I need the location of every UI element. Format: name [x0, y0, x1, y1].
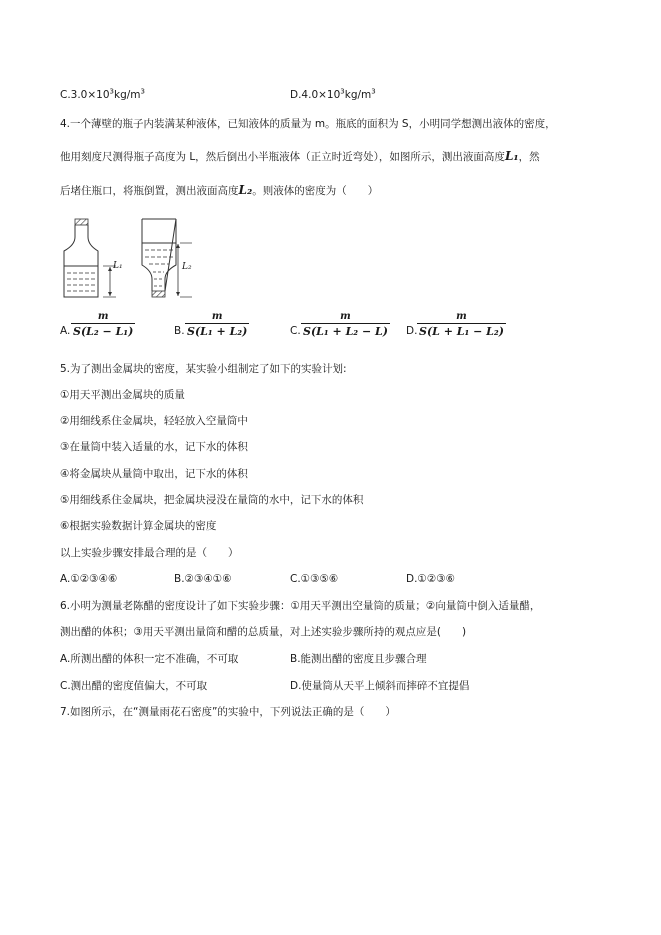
q4-line-3-text: 后堵住瓶口，将瓶倒置，测出液面高度	[60, 185, 239, 197]
q4-line-3	[60, 183, 378, 198]
q4-symbol-l1: L₁	[504, 149, 519, 163]
q4-line-2	[60, 149, 540, 164]
q6-option-b: B.能测出醋的密度且步骤合理	[290, 653, 427, 665]
q4-option-d-letter: D.	[406, 325, 418, 337]
q6-option-a: A.所测出醋的体积一定不准确，不可取	[60, 653, 239, 665]
q4-line-2-end: ，然	[518, 151, 540, 163]
q4-option-c-denominator: S(L₁ + L₂ − L)	[303, 325, 388, 338]
bottle-upright-figure	[56, 215, 126, 301]
q4-option-a-fraction	[71, 311, 135, 338]
q4-option-a-numerator: m	[97, 311, 109, 322]
q4-option-d-fraction	[417, 311, 506, 338]
q4-symbol-l2: L₂	[238, 183, 253, 197]
bottle-inverted-figure	[136, 215, 206, 301]
prev-option-c	[60, 88, 145, 102]
q4-option-b-letter: B.	[174, 325, 185, 337]
prev-option-c-unit: kg/m	[114, 89, 141, 101]
q4-line-2-text: 他用刻度尺测得瓶子高度为 L，然后倒出小半瓶液体（正立时近弯处），如图所示，测出液面高度	[60, 151, 505, 163]
q5-question: 以上实验步骤安排最合理的是（ ）	[60, 547, 239, 559]
q5-stem: 5.为了测出金属块的密度，某实验小组制定了如下的实验计划:	[60, 363, 347, 375]
fraction-bar	[301, 323, 390, 324]
q7-stem: 7.如图所示，在“测量雨花石密度”的实验中，下列说法正确的是（ ）	[60, 706, 396, 718]
fraction-bar	[417, 323, 506, 324]
q4-line-1: 4.一个薄壁的瓶子内装满某种液体，已知液体的质量为 m。瓶底的面积为 S，小明同学想测出液体的密度，	[60, 118, 556, 130]
fraction-bar	[71, 323, 135, 324]
q4-option-c-letter: C.	[290, 325, 301, 337]
q4-option-a-letter: A.	[60, 325, 71, 337]
q5-step: ③在量筒中装入适量的水，记下水的体积	[60, 441, 248, 453]
q6-line-1: 6.小明为测量老陈醋的密度设计了如下实验步骤：①用天平测出空量筒的质量；②向量筒中倒入适量醋，	[60, 600, 541, 612]
q5-step: ②用细线系住金属块，轻轻放入空量筒中	[60, 415, 248, 427]
q5-step: ①用天平测出金属块的质量	[60, 389, 185, 401]
prev-option-c-text: C.3.0×10	[60, 89, 110, 101]
q5-option-a: A.①②③④⑥	[60, 573, 118, 585]
q5-step: ⑥根据实验数据计算金属块的密度	[60, 520, 217, 532]
q4-option-a-denominator: S(L₂ − L₁)	[73, 325, 134, 338]
q5-option-c: C.①③⑤⑥	[290, 573, 339, 585]
prev-option-d-unit: kg/m	[344, 89, 372, 101]
q4-option-b-denominator: S(L₁ + L₂)	[187, 325, 248, 338]
q5-option-b: B.②③④①⑥	[174, 573, 232, 585]
q6-option-d: D.使量筒从天平上倾斜而摔碎不宜提倡	[290, 680, 470, 692]
q5-option-d: D.①②③⑥	[406, 573, 456, 585]
q4-line-3-end: 。则液体的密度为（ ）	[252, 185, 379, 197]
q4-option-d-numerator: m	[456, 311, 467, 322]
prev-option-c-unit-exp: 3	[140, 87, 145, 96]
q5-step: ⑤用细线系住金属块，把金属块浸没在量筒的水中，记下水的体积	[60, 494, 364, 506]
prev-option-d	[290, 88, 376, 102]
q5-step: ④将金属块从量筒中取出，记下水的体积	[60, 468, 248, 480]
q4-option-c-numerator: m	[340, 311, 351, 322]
figure-label-l2: L₂	[182, 262, 192, 272]
q4-option-d-denominator: S(L + L₁ − L₂)	[419, 325, 504, 338]
q4-option-b-numerator: m	[211, 311, 223, 322]
prev-option-c-exp: 3	[109, 87, 114, 96]
q4-option-c-fraction	[301, 311, 390, 338]
prev-option-d-unit-exp: 3	[371, 87, 376, 96]
prev-option-d-text: D.4.0×10	[290, 89, 341, 101]
q6-line-2: 测出醋的体积；③用天平测出量筒和醋的总质量，对上述实验步骤所持的观点应是( )	[60, 626, 467, 638]
q4-option-b-fraction	[185, 311, 249, 338]
prev-option-d-exp: 3	[340, 87, 345, 96]
fraction-bar	[185, 323, 249, 324]
figure-label-l1: L₁	[113, 261, 123, 271]
q6-option-c: C.测出醋的密度值偏大，不可取	[60, 680, 208, 692]
